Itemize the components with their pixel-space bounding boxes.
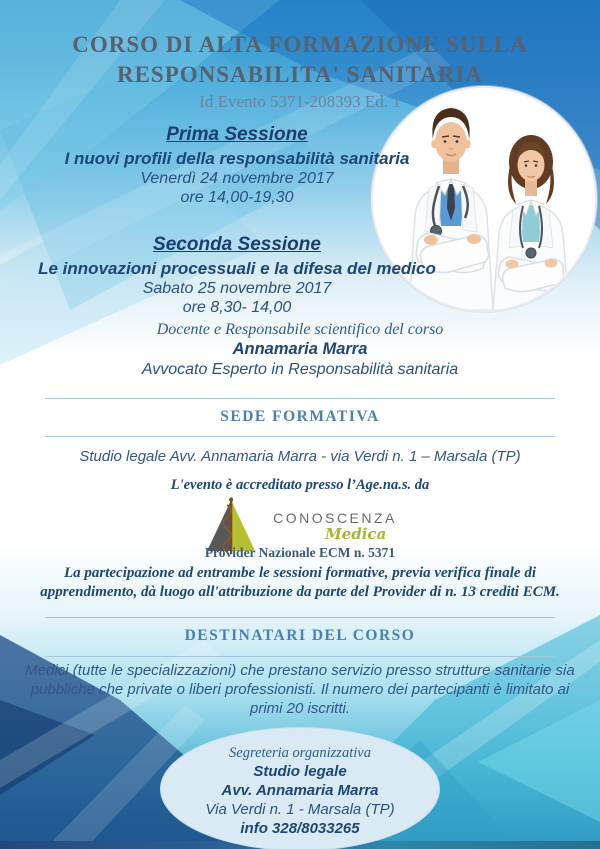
accreditation-intro: L'evento è accreditato presso l’Age.na.s. da bbox=[170, 477, 430, 493]
event-id: Id Evento 5371-208393 Ed. 1 bbox=[199, 92, 401, 111]
divider-line bbox=[45, 617, 555, 618]
secretariat-label: Segreteria organizzativa bbox=[229, 745, 371, 761]
provider-line: Provider Nazionale ECM n. 5371 bbox=[204, 545, 396, 560]
logo-subname: Medica bbox=[325, 524, 387, 543]
session-2-heading: Seconda Sessione bbox=[153, 234, 321, 255]
session-1-topic: I nuovi profili della responsabilità sanitaria bbox=[64, 149, 410, 168]
session-1-date: Venerdì 24 novembre 2017 bbox=[140, 170, 334, 187]
title-line-1: CORSO DI ALTA FORMAZIONE SULLA bbox=[72, 32, 528, 57]
secretariat-address: Via Verdi n. 1 - Marsala (TP) bbox=[205, 801, 395, 818]
session-2-time: ore 8,30- 14,00 bbox=[182, 299, 292, 316]
audience-paragraph: Medici (tutte le specializzazioni) che prestano servizio presso strutture sanitarie sia pubbliche che private o liberi professionisti. Il numero dei partecipanti è limitato ai primi 20 iscritti. bbox=[25, 662, 575, 717]
session-2-topic: Le innovazioni processuali e la difesa del medico bbox=[38, 259, 436, 278]
secretariat-office: Studio legale bbox=[253, 763, 347, 780]
sede-formativa-heading: SEDE FORMATIVA bbox=[220, 408, 380, 425]
credits-paragraph: La partecipazione ad entrambe le sessioni formative, previa verifica finale di apprendimento, dà luogo all'attribuzione da parte del Provider di n. 13 crediti ECM. bbox=[40, 565, 560, 600]
session-1-heading: Prima Sessione bbox=[166, 124, 308, 145]
teacher-name: Annamaria Marra bbox=[232, 340, 368, 358]
secretariat-badge bbox=[160, 727, 440, 849]
teacher-qualification: Avvocato Esperto in Responsabilità sanitaria bbox=[141, 361, 459, 378]
session-1 bbox=[0, 124, 474, 207]
secretariat-name: Avv. Annamaria Marra bbox=[221, 782, 379, 799]
divider-line bbox=[45, 656, 555, 657]
title-line-2: RESPONSABILITA' SANITARIA bbox=[116, 62, 484, 87]
page-title bbox=[0, 30, 600, 90]
divider-line bbox=[45, 398, 555, 399]
teacher-block bbox=[0, 321, 600, 380]
divider-line bbox=[45, 436, 555, 437]
session-2 bbox=[0, 234, 474, 317]
logo-text bbox=[273, 510, 397, 543]
logo-name: CONOSCENZA bbox=[273, 509, 397, 526]
session-1-time: ore 14,00-19,30 bbox=[180, 189, 294, 206]
destinatari-heading: DESTINATARI DEL CORSO bbox=[184, 627, 416, 644]
secretariat-phone: info 328/8033265 bbox=[240, 820, 360, 837]
teacher-role: Docente e Responsabile scientifico del corso bbox=[156, 321, 444, 338]
venue-address: Studio legale Avv. Annamaria Marra - via Verdi n. 1 – Marsala (TP) bbox=[79, 448, 521, 465]
session-2-date: Sabato 25 novembre 2017 bbox=[142, 280, 332, 297]
